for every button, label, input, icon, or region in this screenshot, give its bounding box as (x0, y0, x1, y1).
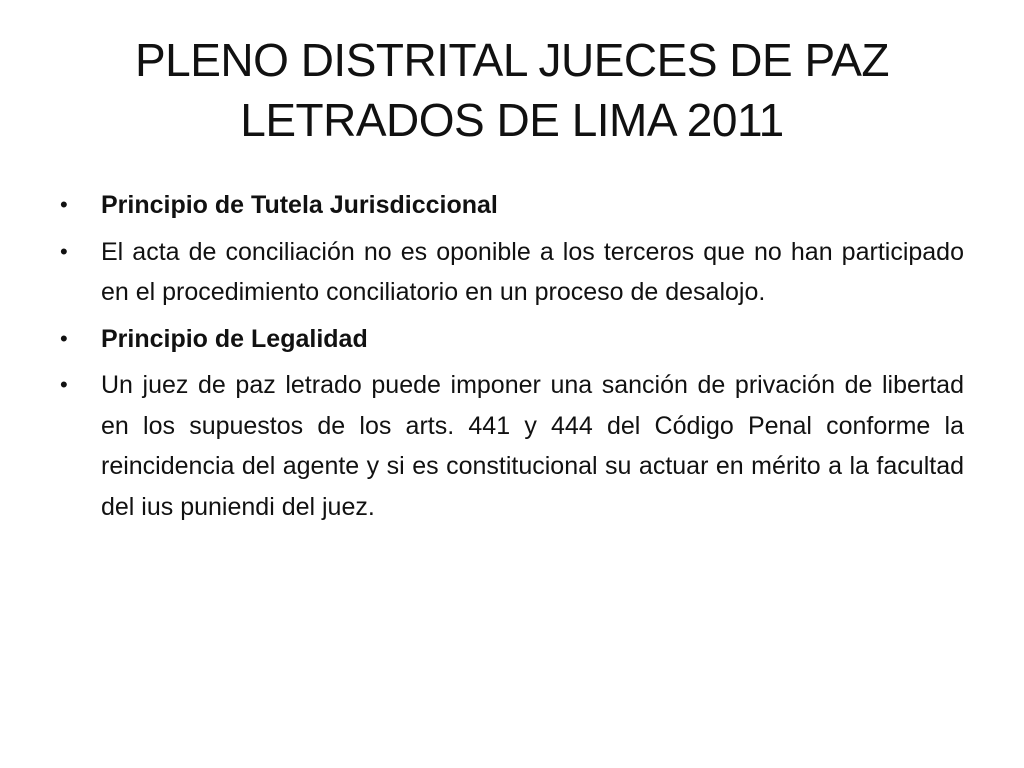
bullet-item-conciliacion (60, 232, 964, 313)
bullet-text: Un juez de paz letrado puede imponer una sanción de privación de libertad en los supuestos de los arts. 441 y 444 del Código Penal conforme la reincidencia del agente y si es constitucional su actuar en mérito a la facultad del ius puniendi del juez. (101, 371, 964, 521)
bullet-item-tutela-heading (60, 185, 964, 226)
bullet-icon: • (60, 372, 68, 397)
bullet-text: Principio de Tutela Jurisdiccional (101, 191, 498, 219)
bullet-icon: • (60, 238, 68, 264)
slide-title (60, 30, 964, 150)
bullet-text: Principio de Legalidad (101, 324, 368, 353)
bullet-icon: • (60, 192, 68, 217)
bullet-text: El acta de conciliación no es oponible a los terceros que no han participado en el procedimiento conciliatorio en un proceso de desalojo. (101, 237, 964, 306)
slide-title-line-1: PLENO DISTRITAL JUECES DE PAZ (134, 34, 890, 86)
slide-title-line-2: LETRADOS DE LIMA 2011 (240, 94, 784, 146)
bullet-icon: • (60, 325, 68, 351)
bullet-item-legalidad-heading (60, 319, 964, 360)
bullet-item-juez-de-paz (60, 365, 964, 527)
bullet-list (60, 185, 964, 533)
